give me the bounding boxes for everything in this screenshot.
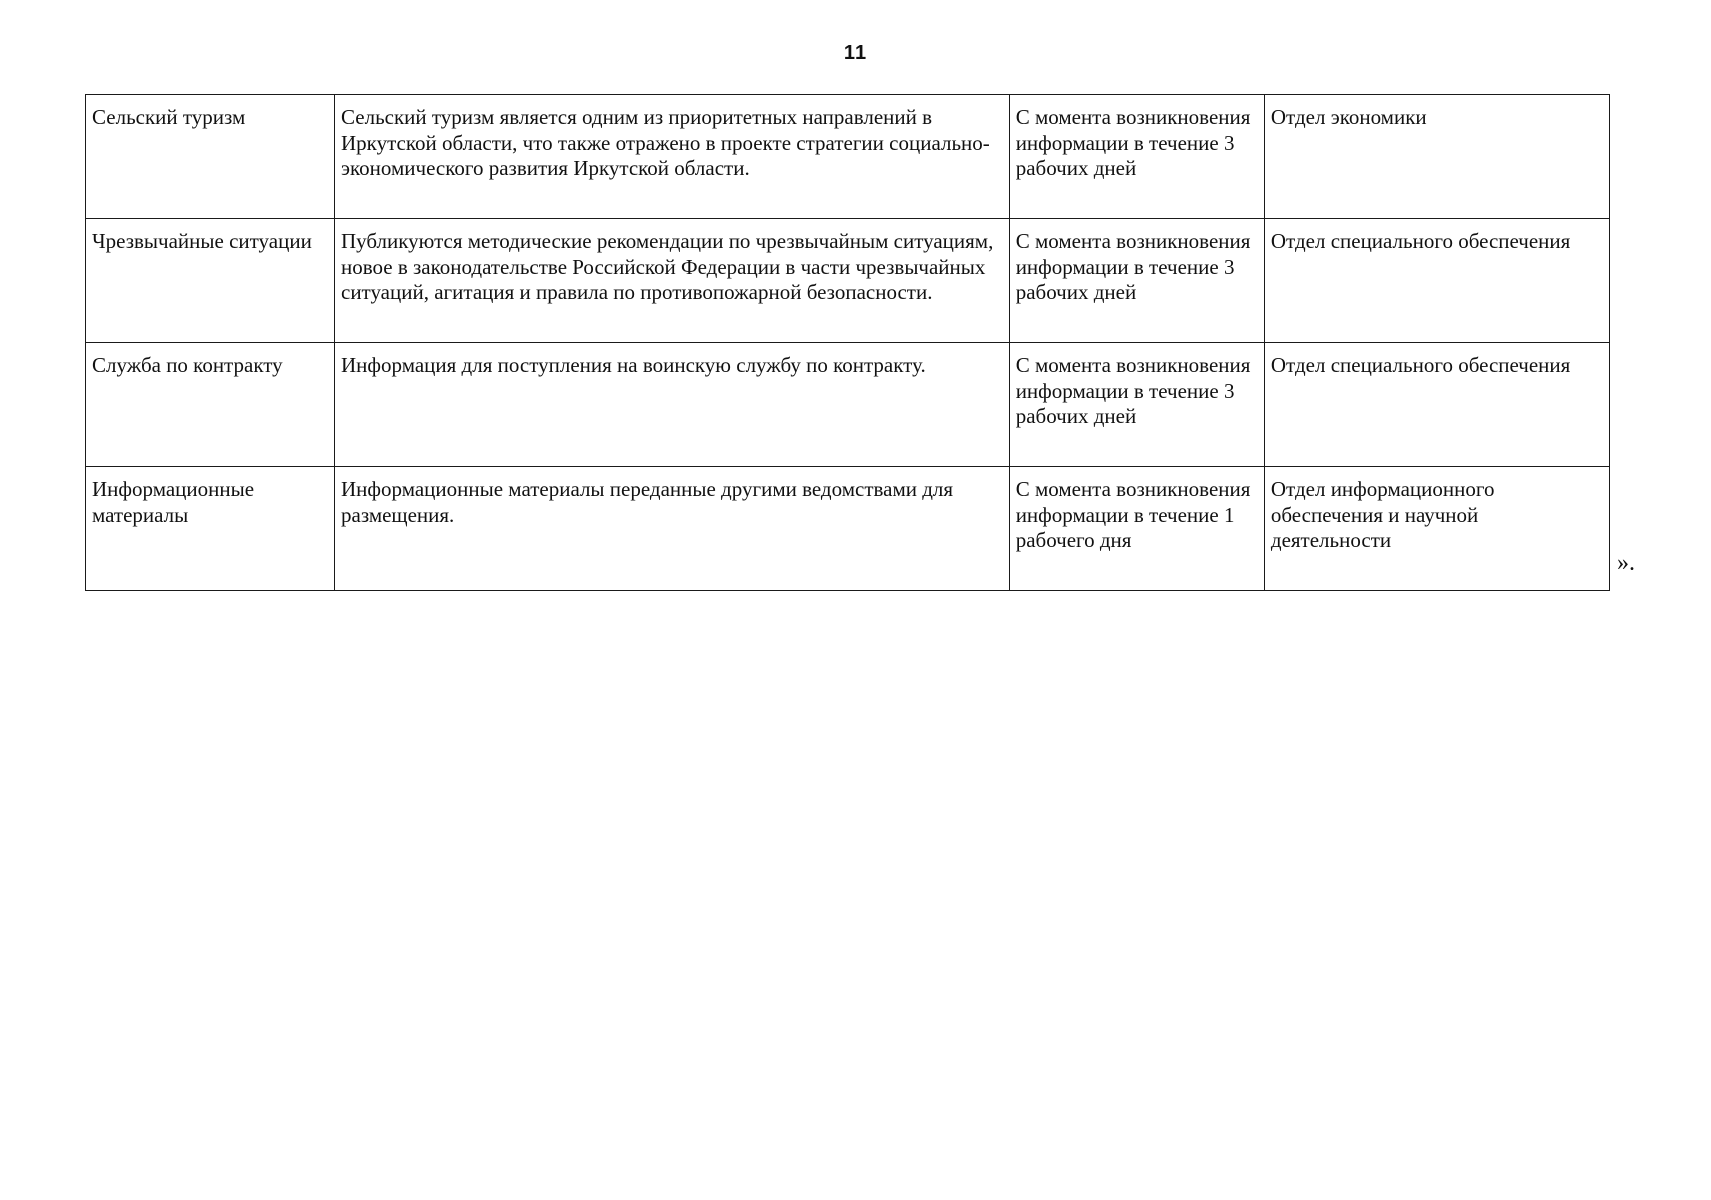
- closing-quote-mark: ».: [1617, 550, 1635, 576]
- table-row: [86, 343, 1610, 467]
- topic-cell: Информационные материалы: [86, 467, 335, 591]
- description-cell: Информационные материалы переданные другими ведомствами для размещения.: [335, 467, 1010, 591]
- topic-cell: Служба по контракту: [86, 343, 335, 467]
- timing-cell: С момента возникновения информации в течение 1 рабочего дня: [1009, 467, 1264, 591]
- department-cell: Отдел экономики: [1264, 95, 1609, 219]
- department-cell: Отдел специального обеспечения: [1264, 219, 1609, 343]
- description-cell: Сельский туризм является одним из приоритетных направлений в Иркутской области, что также отражено в проекте стратегии социально-экономического развития Иркутской области.: [335, 95, 1010, 219]
- table-row: [86, 95, 1610, 219]
- department-cell: Отдел информационного обеспечения и научной деятельности: [1264, 467, 1609, 591]
- topic-cell: Сельский туризм: [86, 95, 335, 219]
- description-cell: Информация для поступления на воинскую службу по контракту.: [335, 343, 1010, 467]
- timing-cell: С момента возникновения информации в течение 3 рабочих дней: [1009, 343, 1264, 467]
- timing-cell: С момента возникновения информации в течение 3 рабочих дней: [1009, 95, 1264, 219]
- table-row: [86, 467, 1610, 591]
- table-row: [86, 219, 1610, 343]
- information-table: [85, 94, 1610, 591]
- page-number: 11: [843, 42, 868, 64]
- timing-cell: С момента возникновения информации в течение 3 рабочих дней: [1009, 219, 1264, 343]
- description-cell: Публикуются методические рекомендации по чрезвычайным ситуациям, новое в законодательстве Российской Федерации в части чрезвычайных ситуаций, агитация и правила по противопожарной безопасности.: [335, 219, 1010, 343]
- department-cell: Отдел специального обеспечения: [1264, 343, 1609, 467]
- topic-cell: Чрезвычайные ситуации: [86, 219, 335, 343]
